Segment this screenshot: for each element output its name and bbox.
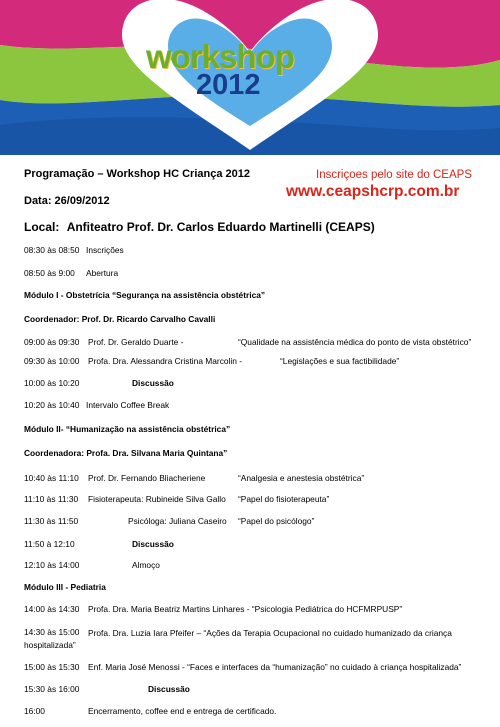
schedule-time: 15:00 às 15:30 (24, 662, 80, 672)
schedule-speaker: Enf. Maria José Menossi - “Faces e interfaces da “humanização” no cuidado à criança hospitalizada” (88, 662, 462, 672)
schedule-time: 16:00 (24, 706, 45, 716)
coordinator-heading: Coordenador: Prof. Dr. Ricardo Carvalho Cavalli (24, 314, 216, 324)
venue-line (24, 220, 375, 234)
schedule-topic: “Analgesia e anestesia obstétrica” (238, 473, 365, 483)
program-date: Data: 26/09/2012 (24, 195, 110, 207)
schedule-activity: Discussão (132, 539, 174, 549)
schedule-time: 12:10 às 14:00 (24, 560, 80, 570)
schedule-activity: Abertura (86, 268, 119, 278)
schedule-activity: Intervalo Coffee Break (86, 400, 170, 410)
venue-label: Local: (24, 220, 60, 234)
schedule-time: 11:10 às 11:30 (24, 494, 79, 504)
schedule-speaker: Prof. Dr. Geraldo Duarte - (88, 337, 184, 347)
coordinator-heading: Coordenadora: Profa. Dra. Silvana Maria Quintana” (24, 448, 228, 458)
schedule-speaker: Profa. Dra. Luzia Iara Pfeifer – “Ações da Terapia Ocupacional no cuidado humanizado da criança hospitalizada” (24, 628, 452, 650)
schedule-time: 15:30 às 16:00 (24, 684, 80, 694)
schedule-speaker: Psicóloga: Juliana Caseiro (128, 516, 227, 526)
schedule-time: 11:30 às 11:50 (24, 516, 79, 526)
schedule-time: 10:40 às 11:10 (24, 473, 79, 483)
schedule-activity: Discussão (148, 684, 190, 694)
program-title: Programação – Workshop HC Criança 2012 (24, 168, 250, 180)
venue-name: Anfiteatro Prof. Dr. Carlos Eduardo Martinelli (CEAPS) (66, 220, 375, 234)
website-link[interactable]: www.ceapshcrp.com.br (286, 183, 460, 200)
schedule-time: 10:20 às 10:40 (24, 400, 80, 410)
schedule-time: 10:00 às 10:20 (24, 378, 80, 388)
schedule-topic: “Papel do psicólogo” (238, 516, 315, 526)
schedule-speaker: Fisioterapeuta: Rubineide Silva Gallo (88, 494, 226, 504)
schedule-activity: Discussão (132, 378, 174, 388)
schedule-topic: “Papel do fisioterapeuta” (238, 494, 330, 504)
schedule-time: 08:50 às 9:00 (24, 268, 75, 278)
module-heading: Módulo III - Pediatria (24, 582, 106, 592)
schedule-topic: “Legislações e sua factibilidade” (280, 356, 400, 366)
schedule-speaker: Profa. Dra. Maria Beatriz Martins Linhares - “Psicologia Pediátrica do HCFMRPUSP” (88, 604, 403, 614)
workshop-logo-year: 2012 (196, 69, 261, 101)
schedule-time: 14:00 às 14:30 (24, 604, 80, 614)
schedule-speaker: Prof. Dr. Fernando Bliacheriene (88, 473, 206, 483)
registration-note: Inscriçoes pelo site do CEAPS (316, 169, 472, 181)
schedule-speaker: Profa. Dra. Alessandra Cristina Marcolin - (88, 356, 243, 366)
schedule-time: 09:30 às 10:00 (24, 356, 80, 366)
schedule-activity: Almoço (132, 560, 160, 570)
schedule-time: 11:50 à 12:10 (24, 539, 75, 549)
schedule-time: 09:00 às 09:30 (24, 337, 80, 347)
logo-word-text: workshop (146, 38, 294, 75)
schedule-time: 08:30 às 08:50 (24, 245, 80, 255)
schedule-activity: Inscrições (86, 245, 124, 255)
module-heading: Módulo I - Obstetrícia “Segurança na assistência obstétrica” (24, 290, 266, 300)
schedule-topic: “Qualidade na assistência médica do ponto de vista obstétrico” (238, 337, 472, 347)
module-heading: Módulo II- “Humanização na assistência obstétrica” (24, 424, 231, 434)
schedule-activity: Encerramento, coffee end e entrega de certificado. (88, 706, 277, 716)
schedule-time: 14:30 às 15:00 (24, 627, 80, 637)
